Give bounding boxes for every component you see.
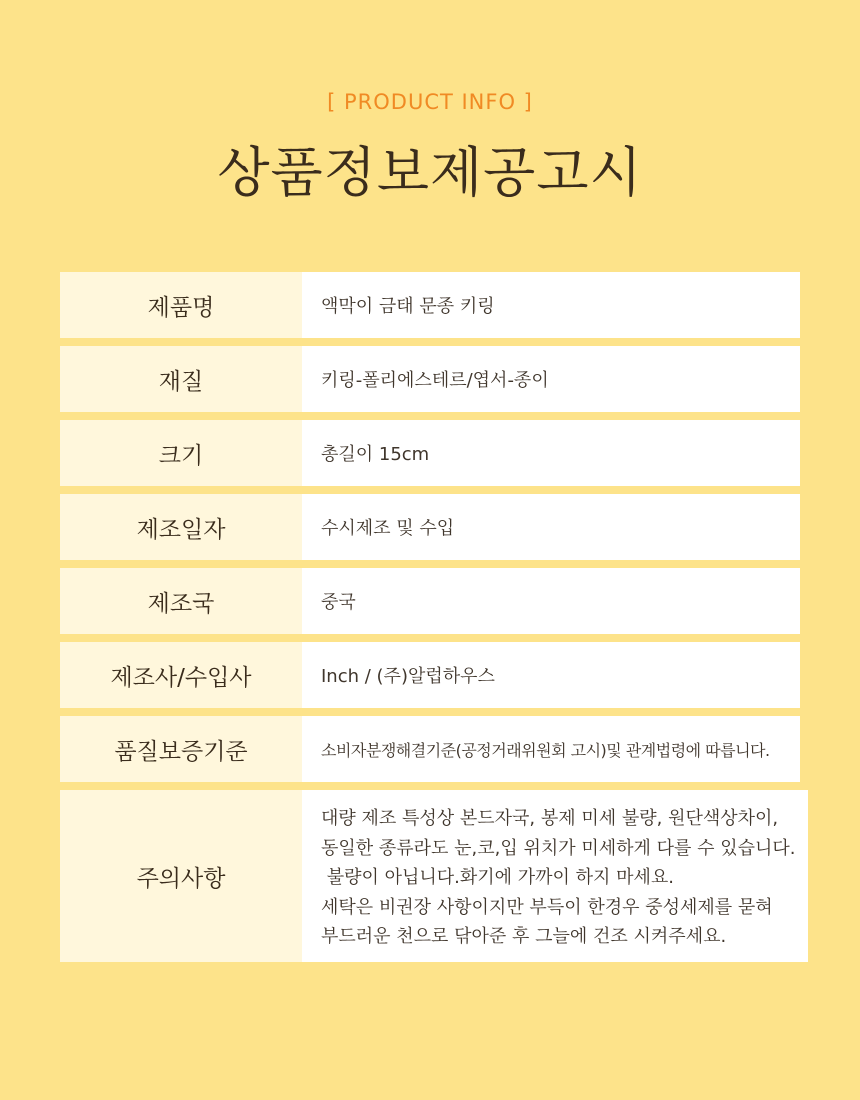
table-row-material — [60, 346, 800, 412]
row-value: 소비자분쟁해결기준(공정거래위원회 고시)및 관계법령에 따릅니다. — [302, 716, 800, 782]
row-value: 키링-폴리에스테르/엽서-종이 — [302, 346, 800, 412]
table-row-country — [60, 568, 800, 634]
table-row-manufacture-date — [60, 494, 800, 560]
row-value: 수시제조 및 수입 — [302, 494, 800, 560]
product-info-table — [60, 272, 800, 962]
caution-line: 부드러운 천으로 닦아준 후 그늘에 건조 시켜주세요. — [321, 926, 727, 947]
row-value: 액막이 금태 문종 키링 — [302, 272, 800, 338]
row-value: 총길이 15cm — [302, 420, 800, 486]
caution-line: 세탁은 비권장 사항이지만 부득이 한경우 중성세제를 묻혀 — [321, 896, 773, 918]
table-row-manufacturer — [60, 642, 800, 708]
table-row-quality-standard — [60, 716, 800, 782]
caution-line: 불량이 아닙니다.화기에 가까이 하지 마세요. — [321, 867, 675, 888]
table-row-product-name — [60, 272, 800, 338]
row-label: 크기 — [60, 420, 302, 486]
row-value: Inch / (주)알럽하우스 — [302, 642, 800, 708]
row-value: 중국 — [302, 568, 800, 634]
caution-line: 동일한 종류라도 눈,코,입 위치가 미세하게 다를 수 있습니다. — [321, 837, 796, 859]
row-label: 제조국 — [60, 568, 302, 634]
page-title: 상품정보제공고시 — [217, 141, 643, 204]
section-eyebrow: [ PRODUCT INFO ] — [327, 90, 533, 114]
row-label: 제품명 — [60, 272, 302, 338]
row-label: 품질보증기준 — [60, 716, 302, 782]
row-label: 제조사/수입사 — [60, 642, 302, 708]
row-label: 제조일자 — [60, 494, 302, 560]
row-label: 주의사항 — [60, 790, 302, 962]
table-row-caution — [60, 790, 800, 962]
table-row-size — [60, 420, 800, 486]
row-label: 재질 — [60, 346, 302, 412]
caution-text — [302, 790, 808, 962]
caution-line: 대량 제조 특성상 본드자국, 봉제 미세 불량, 원단색상차이, — [321, 808, 779, 829]
